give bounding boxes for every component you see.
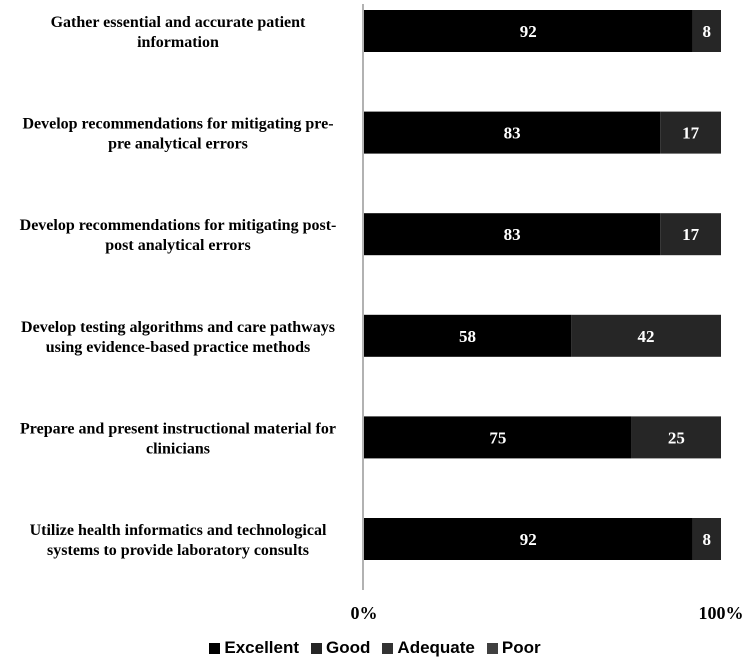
bar-value-label: 8 bbox=[702, 22, 711, 41]
category-labels bbox=[20, 14, 337, 559]
legend-label: Good bbox=[326, 638, 371, 657]
category-label-line: systems to provide laboratory consults bbox=[47, 542, 309, 559]
legend-item bbox=[382, 638, 474, 658]
bar-value-labels bbox=[459, 22, 711, 549]
category-label bbox=[22, 116, 333, 153]
legend-swatch bbox=[209, 643, 220, 654]
legend-label: Poor bbox=[501, 638, 541, 657]
x-tick-label: 0% bbox=[350, 603, 378, 623]
legend-item bbox=[311, 638, 370, 658]
bar-value-label: 92 bbox=[519, 22, 537, 41]
category-label-line: using evidence-based practice methods bbox=[45, 338, 311, 356]
category-label bbox=[51, 14, 306, 51]
bar-value-label: 42 bbox=[637, 326, 655, 346]
category-label-line: Develop recommendations for mitigating pre- bbox=[22, 115, 334, 133]
x-tick-label: 100% bbox=[698, 603, 744, 623]
bar-value-label: 92 bbox=[519, 530, 537, 549]
legend-label: Adequate bbox=[397, 638, 475, 657]
category-label bbox=[21, 319, 335, 356]
category-label-line: Gather essential and accurate patient bbox=[50, 14, 306, 31]
bar-value-label: 25 bbox=[667, 428, 685, 448]
bar-value-label: 75 bbox=[489, 428, 507, 448]
category-label-line: Prepare and present instructional material for bbox=[20, 420, 336, 438]
category-label-line: information bbox=[137, 34, 219, 51]
legend-swatch bbox=[311, 643, 322, 654]
x-axis-ticks bbox=[351, 603, 744, 623]
bar-value-label: 17 bbox=[682, 225, 700, 245]
legend-item bbox=[209, 638, 299, 658]
bar-value-label: 17 bbox=[682, 123, 700, 143]
category-label-line: post analytical errors bbox=[105, 237, 251, 255]
bar-value-label: 83 bbox=[503, 225, 521, 245]
category-label-line: Develop recommendations for mitigating post- bbox=[19, 217, 337, 235]
category-label-line: clinicians bbox=[145, 440, 211, 458]
legend bbox=[0, 636, 750, 660]
category-label-line: Utilize health informatics and technological bbox=[29, 522, 327, 539]
legend-swatch bbox=[487, 643, 498, 654]
category-label-line: Develop testing algorithms and care pathways bbox=[21, 318, 335, 336]
legend-item bbox=[487, 638, 541, 658]
category-label bbox=[30, 522, 327, 559]
bars bbox=[364, 10, 721, 560]
category-label bbox=[20, 420, 336, 457]
legend-label: Excellent bbox=[224, 638, 300, 657]
bar-value-label: 8 bbox=[702, 530, 711, 549]
bar-value-label: 58 bbox=[459, 326, 477, 346]
category-label-line: pre analytical errors bbox=[108, 135, 248, 153]
category-label bbox=[20, 217, 337, 254]
bar-value-label: 83 bbox=[503, 123, 521, 143]
legend-swatch bbox=[382, 643, 393, 654]
